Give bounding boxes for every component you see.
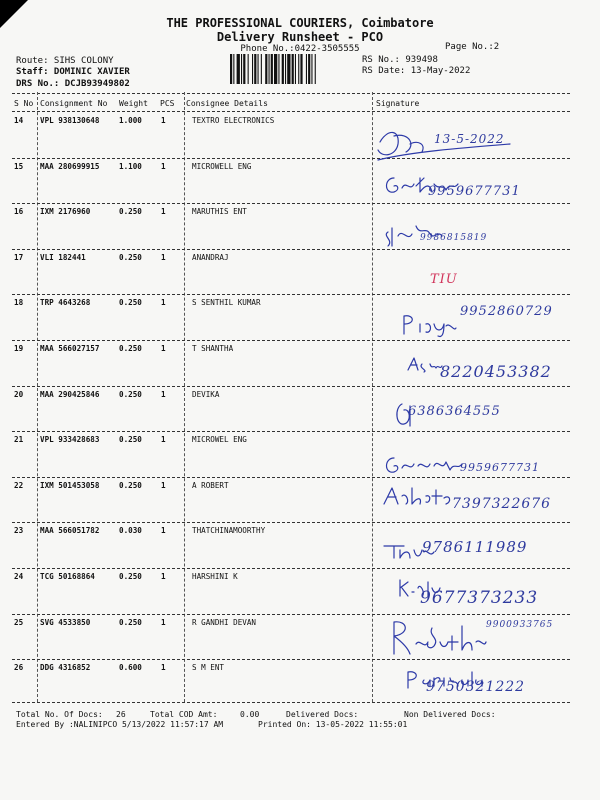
cell-consignee: MICROWELL ENG: [192, 161, 252, 171]
cell-consignment: VLI 182441: [40, 252, 86, 262]
barcode-bar: [269, 54, 270, 84]
col-weight: Weight: [119, 99, 148, 108]
cell-weight: 0.600: [119, 663, 142, 673]
cell-weight: 0.250: [119, 207, 142, 217]
company-title: THE PROFESSIONAL COURIERS, Coimbatore: [166, 16, 434, 30]
signature-text: 8220453382: [440, 362, 552, 381]
cell-consignment: IXM 501453058: [40, 480, 100, 490]
cell-consignee: MARUTHIS ENT: [192, 207, 247, 217]
cell-consignee: S SENTHIL KUMAR: [192, 298, 261, 308]
col-consignee: Consignee Details: [186, 99, 268, 108]
signature-text: 7397322676: [452, 496, 552, 512]
row-divider: [12, 477, 570, 478]
cell-consignee: DEVIKA: [192, 389, 220, 399]
cell-pcs: 1: [161, 344, 166, 353]
barcode-bar: [274, 54, 277, 84]
signature-text: 13-5-2022: [434, 132, 505, 146]
cell-pcs: 1: [161, 480, 166, 490]
cell-consignee: ANANDRAJ: [192, 252, 229, 262]
cell-consignment: MAA 280699915: [40, 161, 100, 171]
signature-text: 9959677731: [460, 461, 540, 474]
table-row: [0, 435, 600, 481]
col-consignment: Consignment No: [40, 99, 108, 108]
entered-by: Entered By :NALINIPCO 5/13/2022 11:57:17 AM: [16, 720, 224, 729]
table-row: [0, 253, 600, 299]
row-divider: [12, 431, 570, 432]
cell-sno: 22: [14, 480, 24, 490]
drs-number: DRS No.: DCJB93949802: [16, 79, 130, 89]
cell-pcs: 1: [161, 435, 166, 445]
staff-label: Staff: DOMINIC XAVIER: [16, 67, 130, 77]
cell-pcs: 1: [161, 207, 166, 217]
barcode-bar: [278, 54, 279, 84]
col-sno: S No: [14, 99, 34, 108]
cell-weight: 1.000: [119, 116, 142, 125]
cell-pcs: 1: [161, 617, 166, 627]
barcode-bar: [258, 54, 259, 84]
signature-text: 9750321222: [426, 679, 526, 695]
row-divider: [12, 568, 570, 569]
non-delivered-docs-label: Non Delivered Docs:: [404, 710, 496, 719]
barcode-bar: [298, 54, 299, 84]
total-cod-value: 0.00: [240, 710, 260, 719]
signature-text: TIU: [430, 272, 458, 287]
barcode-icon: [230, 54, 355, 84]
cell-weight: 0.250: [119, 480, 142, 490]
cell-sno: 20: [14, 389, 24, 399]
cell-consignment: MAA 290425846: [40, 389, 100, 399]
barcode-bar: [282, 54, 284, 84]
cell-weight: 0.250: [119, 298, 142, 308]
row-divider: [12, 659, 570, 660]
barcode-bar: [237, 54, 240, 84]
cell-pcs: 1: [161, 161, 166, 171]
cell-consignee: HARSHINI K: [192, 572, 238, 581]
cell-sno: 17: [14, 252, 24, 262]
cell-consignee: THATCHINAMOORTHY: [192, 526, 266, 536]
row-divider: [12, 614, 570, 615]
barcode-bar: [243, 54, 245, 84]
total-docs-value: 26: [116, 710, 126, 719]
signature-text: 9786111989: [422, 538, 528, 556]
barcode-bar: [287, 54, 290, 84]
cell-consignee: TEXTRO ELECTRONICS: [192, 116, 275, 125]
cell-sno: 19: [14, 344, 24, 353]
barcode-bar: [233, 54, 234, 84]
total-cod-label: Total COD Amt:: [150, 710, 218, 719]
cell-weight: 0.250: [119, 617, 142, 627]
barcode-bar: [306, 54, 307, 84]
phone-number: Phone No.:0422-3505555: [240, 44, 360, 54]
cell-weight: 0.250: [119, 344, 142, 353]
barcode-bar: [230, 54, 232, 84]
signature-text: 9986815819: [420, 233, 488, 243]
cell-consignee: S M ENT: [192, 663, 225, 673]
header-bottom-rule: [12, 111, 570, 112]
barcode-bar: [241, 54, 242, 84]
cell-weight: 0.250: [119, 435, 142, 445]
row-divider: [12, 249, 570, 250]
printed-on: Printed On: 13-05-2022 11:55:01: [258, 720, 408, 729]
col-signature: Signature: [376, 99, 420, 108]
col-pcs: PCS: [160, 99, 175, 108]
page-number: Page No.:2: [445, 42, 500, 52]
cell-consignee: T SHANTHA: [192, 344, 234, 353]
barcode-bar: [292, 54, 294, 84]
cell-consignment: TCG 50168864: [40, 572, 95, 581]
total-docs-label: Total No. Of Docs:: [16, 710, 103, 719]
cell-sno: 23: [14, 526, 24, 536]
route-label: Route: SIHS COLONY: [16, 56, 114, 66]
barcode-bar: [315, 54, 316, 84]
row-divider: [12, 294, 570, 295]
rs-date: RS Date: 13-May-2022: [362, 66, 471, 76]
barcode-bar: [261, 54, 262, 84]
cell-sno: 14: [14, 116, 24, 125]
cell-sno: 26: [14, 663, 24, 673]
delivered-docs-label: Delivered Docs:: [286, 710, 359, 719]
table-row: [0, 390, 600, 436]
cell-pcs: 1: [161, 116, 166, 125]
cell-pcs: 1: [161, 526, 166, 536]
cell-sno: 18: [14, 298, 24, 308]
cell-consignment: DDG 4316852: [40, 663, 91, 673]
cell-pcs: 1: [161, 389, 166, 399]
cell-pcs: 1: [161, 298, 166, 308]
barcode-bar: [254, 54, 256, 84]
cell-consignee: MICROWEL ENG: [192, 435, 247, 445]
cell-weight: 0.250: [119, 389, 142, 399]
barcode-bar: [248, 54, 249, 84]
barcode-bar: [271, 54, 273, 84]
signature-text: 9952860729: [460, 304, 553, 319]
table-row: [0, 116, 600, 162]
cell-weight: 0.250: [119, 572, 142, 581]
barcode-bar: [300, 54, 302, 84]
row-divider: [12, 386, 570, 387]
cell-pcs: 1: [161, 252, 166, 262]
barcode-bar: [285, 54, 286, 84]
cell-pcs: 1: [161, 572, 166, 581]
cell-consignee: A ROBERT: [192, 480, 229, 490]
cell-sno: 21: [14, 435, 24, 445]
cell-consignment: MAA 566027157: [40, 344, 100, 353]
cell-consignment: VPL 933428683: [40, 435, 100, 445]
cell-sno: 16: [14, 207, 24, 217]
table-bottom-rule: [12, 702, 570, 703]
signature-text: 6386364555: [408, 404, 501, 419]
cell-consignment: MAA 566051782: [40, 526, 100, 536]
cell-sno: 24: [14, 572, 24, 581]
table-top-rule: [12, 93, 570, 94]
row-divider: [12, 522, 570, 523]
cell-sno: 15: [14, 161, 24, 171]
cell-weight: 0.250: [119, 252, 142, 262]
row-divider: [12, 340, 570, 341]
cell-consignment: TRP 4643268: [40, 298, 91, 308]
signature-text: 9677373233: [420, 588, 539, 608]
cell-sno: 25: [14, 617, 24, 627]
row-divider: [12, 158, 570, 159]
table-row: [0, 207, 600, 253]
cell-weight: 1.100: [119, 161, 142, 171]
cell-consignment: VPL 938130648: [40, 116, 100, 125]
signature-text: 9959677731: [428, 184, 521, 199]
cell-weight: 0.030: [119, 526, 142, 536]
rs-number: RS No.: 939498: [362, 55, 438, 65]
barcode-bar: [311, 54, 312, 84]
barcode-bar: [265, 54, 267, 84]
row-divider: [12, 203, 570, 204]
barcode-bar: [308, 54, 310, 84]
cell-consignee: R GANDHI DEVAN: [192, 617, 257, 627]
sheet-subtitle: Delivery Runsheet - PCO: [216, 30, 384, 44]
cell-consignment: SVG 4533850: [40, 617, 91, 627]
cell-pcs: 1: [161, 663, 166, 673]
barcode-bar: [295, 54, 296, 84]
barcode-bar: [252, 54, 253, 84]
cell-consignment: IXM 2176960: [40, 207, 91, 217]
signature-text: 9900933765: [486, 620, 554, 630]
